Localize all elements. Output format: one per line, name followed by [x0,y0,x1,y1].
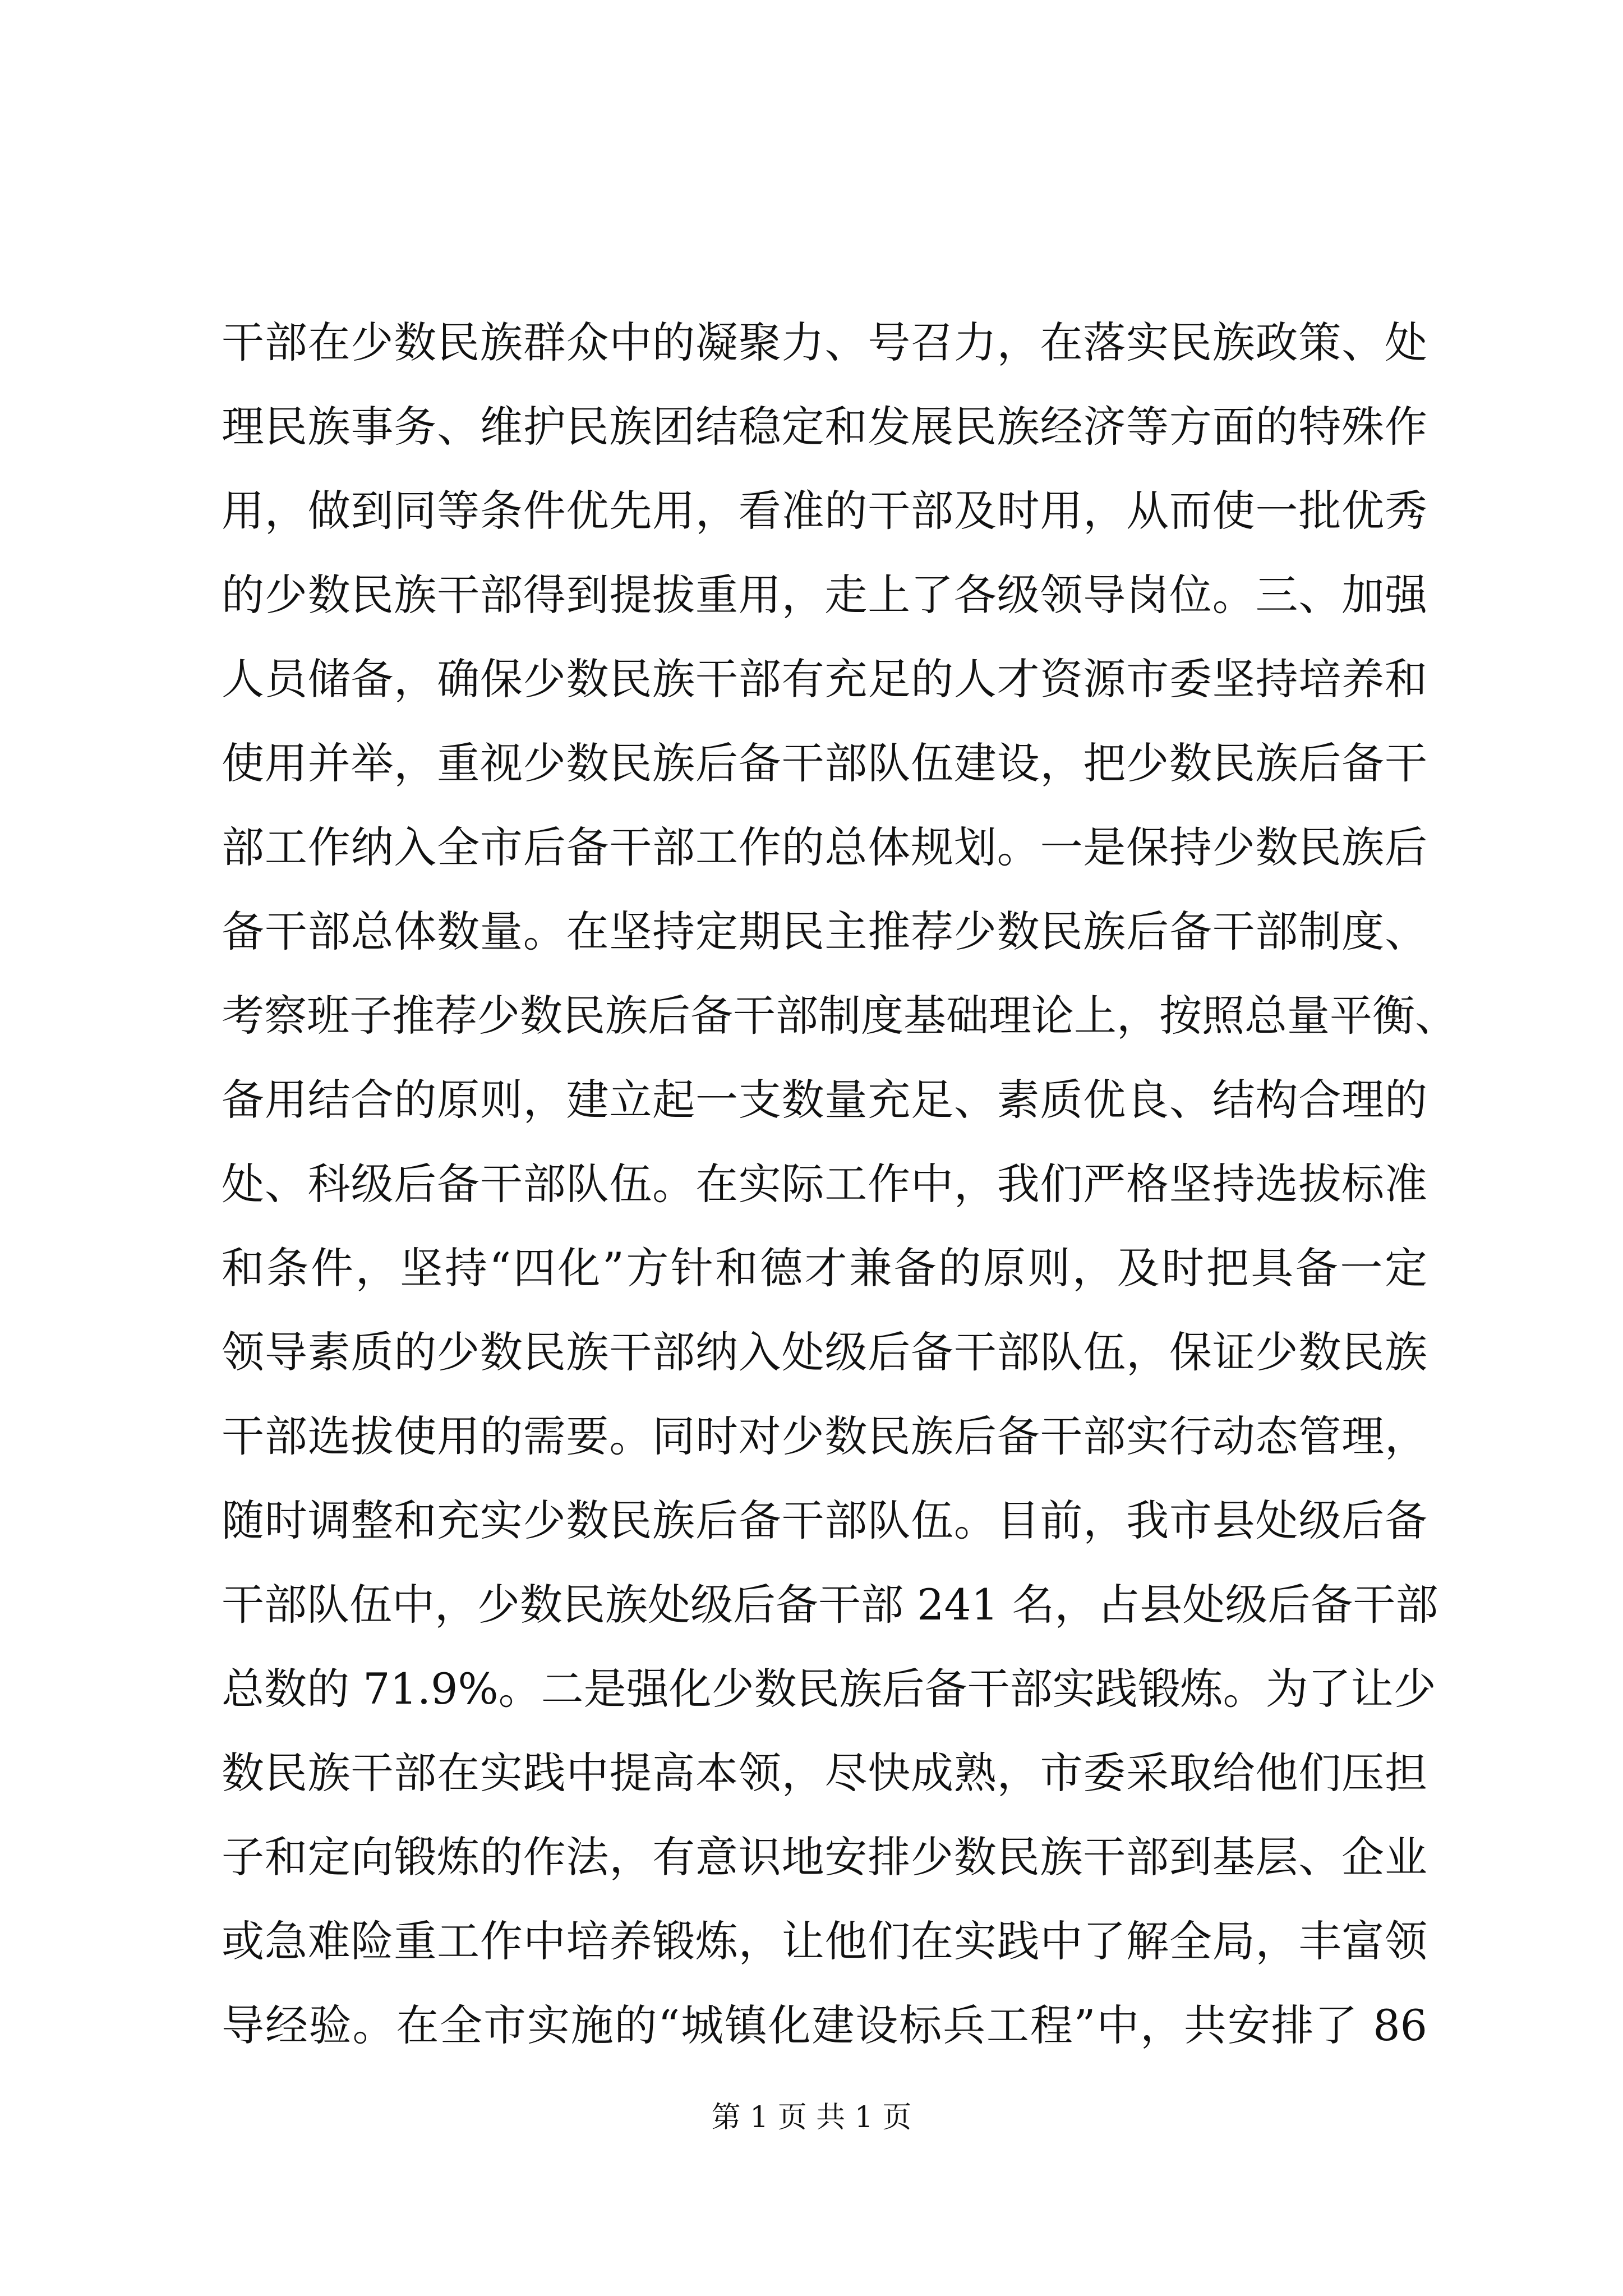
text-line: 导经验。在全市实施的“城镇化建设标兵工程”中，共安排了 86 [222,2000,1427,2050]
text-line: 干部在少数民族群众中的凝聚力、号召力，在落实民族政策、处 [222,318,1427,367]
text-line: 总数的 71.9%。二是强化少数民族后备干部实践锻炼。为了让少 [222,1664,1436,1714]
text-line: 处、科级后备干部队伍。在实际工作中，我们严格坚持选拔标准 [222,1159,1427,1209]
text-line: 人员储备，确保少数民族干部有充足的人才资源市委坚持培养和 [222,654,1427,704]
text-line: 备用结合的原则，建立起一支数量充足、素质优良、结构合理的 [222,1075,1427,1125]
text-line: 子和定向锻炼的作法，有意识地安排少数民族干部到基层、企业 [222,1832,1427,1882]
text-line: 数民族干部在实践中提高本领，尽快成熟，市委采取给他们压担 [222,1748,1427,1798]
text-line: 考察班子推荐少数民族后备干部制度基础理论上，按照总量平衡、 [222,991,1458,1041]
text-line: 使用并举，重视少数民族后备干部队伍建设，把少数民族后备干 [222,738,1427,788]
text-line: 或急难险重工作中培养锻炼，让他们在实践中了解全局，丰富领 [222,1916,1427,1966]
text-line: 和条件，坚持“四化”方针和德才兼备的原则，及时把具备一定 [222,1243,1427,1293]
text-line: 的少数民族干部得到提拔重用，走上了各级领导岗位。三、加强 [222,570,1427,620]
text-line: 随时调整和充实少数民族后备干部队伍。目前，我市县处级后备 [222,1496,1427,1545]
text-line: 领导素质的少数民族干部纳入处级后备干部队伍，保证少数民族 [222,1327,1427,1377]
text-line: 理民族事务、维护民族团结稳定和发展民族经济等方面的特殊作 [222,402,1427,452]
text-line: 备干部总体数量。在坚持定期民主推荐少数民族后备干部制度、 [222,907,1427,956]
text-line: 干部选拔使用的需要。同时对少数民族后备干部实行动态管理， [222,1411,1427,1461]
page-footer: 第 1 页 共 1 页 [711,2101,912,2134]
text-line: 部工作纳入全市后备干部工作的总体规划。一是保持少数民族后 [222,822,1427,872]
text-line: 干部队伍中，少数民族处级后备干部 241 名，占县处级后备干部 [222,1580,1438,1630]
text-line: 用，做到同等条件优先用，看准的干部及时用，从而使一批优秀 [222,486,1427,536]
body-text [222,301,1458,2068]
